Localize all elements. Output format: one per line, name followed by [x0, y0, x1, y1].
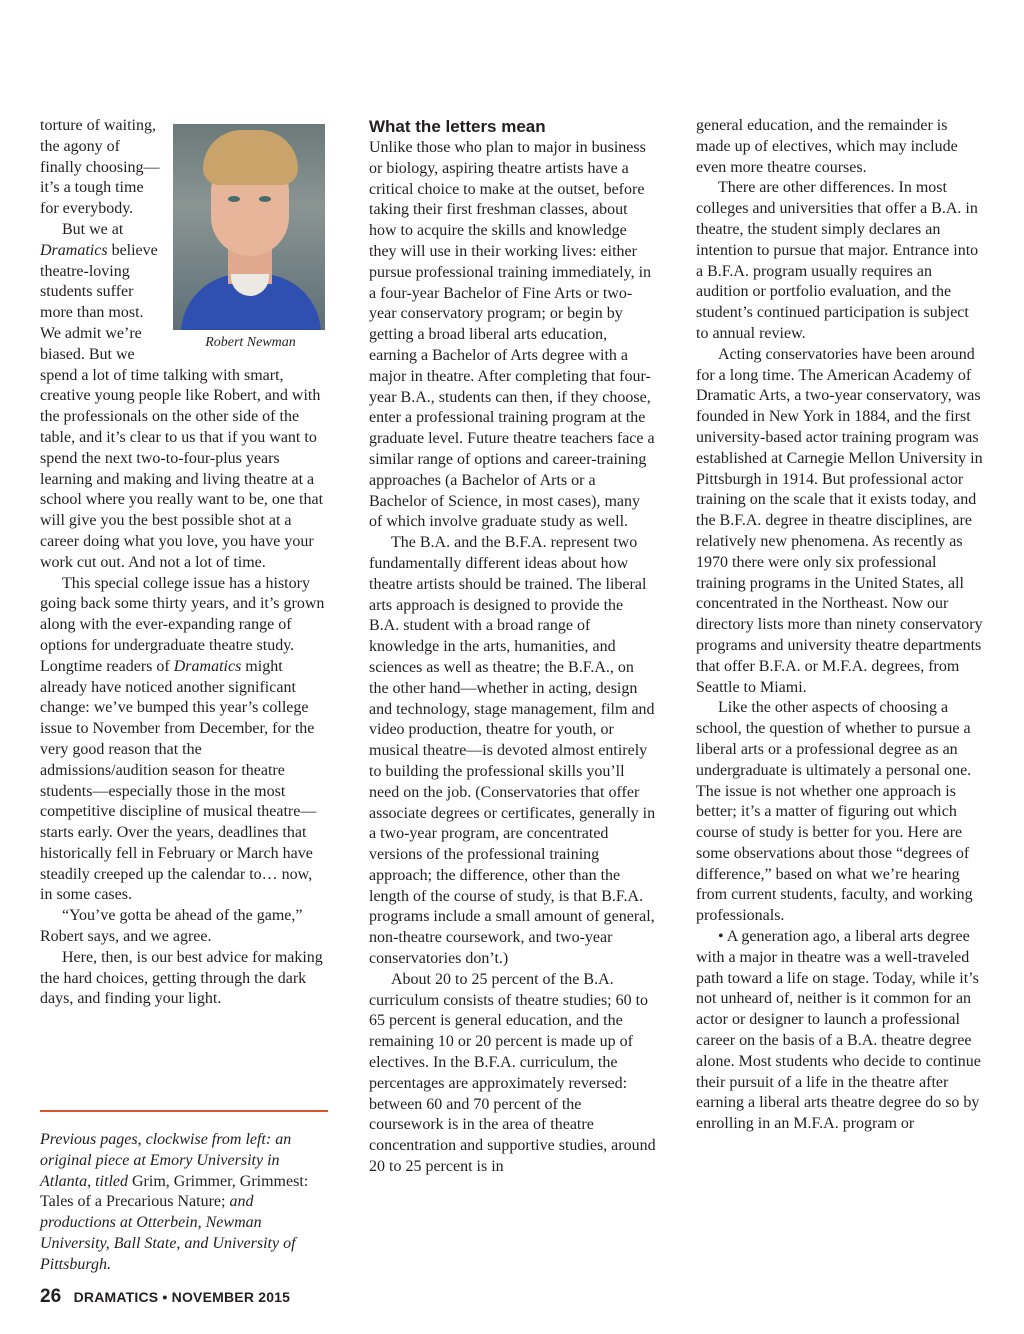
paragraph: general education, and the remainder is made up of electives, which may include even more theatre courses.: [696, 117, 958, 176]
column-2: [369, 116, 657, 1178]
photo-caption: Robert Newman: [205, 335, 296, 350]
paragraph: Acting conservatories have been around for a long time. The American Academy of Dramatic Arts, a two-year conservatory, was founded in New York in 1884, and the first university-based actor training program was established at Carnegie Mellon University in Pittsburgh in 1914. But professional actor training on the scale that it exists today, and the B.F.A. degree in theatre disciplines, are relatively new phenomena. As recently as 1970 there were only six professional training programs in the United States, all concentrated in the Northeast. Now our directory lists more than ninety conservatory programs and university theatre departments that offer B.F.A. or M.F.A. degrees, from Seattle to Miami.: [696, 345, 983, 696]
bullet-paragraph: • A generation ago, a liberal arts degree with a major in theatre was a well-traveled path toward a life on stage. Today, while it’s not unheard of, neither is it common for an actor or designer to launch a professional career on the basis of a B.A. theatre degree alone. Most students who decide to continue their pursuit of a life in the theatre after earning a liberal arts theatre degree do so by enrolling in an M.F.A. program or: [696, 928, 981, 1133]
column-1: [40, 116, 328, 1010]
paragraph: But we at Dramatics believe theatre-loving students suffer more than most. We admit we’re biased. But we spend a lot of time talking with smart, creative young people like Robert, and with the professionals on the other side of the table, and it’s clear to us that if you want to spend the next two-to-four-plus years learning and making and living theatre at a school where you really want to be, one that will give you the best possible shot at a career doing what you love, you have your work cut out. And not a lot of time.: [40, 220, 324, 571]
previous-pages-caption: Previous pages, clockwise from left: an original piece at Emory University in Atlanta, titled Grim, Grimmer, Grimmest: Tales of a Precarious Nature; and productions at Otterbein, Newman University, Ball State, and University of Pittsburgh.: [40, 1131, 309, 1273]
portrait-figure: [173, 124, 328, 352]
paragraph: There are other differences. In most colleges and universities that offer a B.A. in theatre, the student simply declares an intention to pursue that major. Entrance into a B.F.A. program usually requires an audition or portfolio evaluation, and the student’s continued participation is subject to annual review.: [696, 179, 979, 342]
paragraph: Like the other aspects of choosing a school, the question of whether to pursue a liberal arts or a professional degree as an undergraduate is ultimately a personal one. The issue is not whether one approach is better; it’s a matter of figuring out which course of study is better for you. Here are some observations about those “degrees of difference,” based on what we’re hearing from current students, faculty, and working professionals.: [696, 699, 973, 925]
paragraph: Here, then, is our best advice for making the hard choices, getting through the dark days, and finding your light.: [40, 948, 323, 1008]
page-number: 26: [40, 1286, 62, 1307]
paragraph: torture of waiting, the agony of finally choosing—it’s a tough time for everybody.: [40, 117, 160, 218]
divider-rule: [40, 1110, 328, 1112]
paragraph: Unlike those who plan to major in business or biology, aspiring theatre artists have a critical choice to make at the outset, before taking their first freshman classes, about how to acquire the skills and knowledge they will use in their working lives: either pursue professional training immediately, in a four-year Bachelor of Fine Arts or two-year conservatory program; or begin by getting a broad liberal arts education, earning a Bachelor of Arts degree with a major in theatre. After completing that four-year B.A., students can then, if they choose, enter a professional training program at the graduate level. Future theatre teachers face a similar range of options and career-training approaches (a Bachelor of Arts or a Bachelor of Science, in most cases), many of which involve graduate study as well.: [369, 139, 655, 531]
portrait-photo: [173, 124, 325, 330]
paragraph: About 20 to 25 percent of the B.A. curriculum consists of theatre studies; 60 to 65 percent is general education, and the remaining 10 or 20 percent is made up of electives. In the B.F.A. curriculum, the percentages are approximately reversed: between 60 and 70 percent of the coursework is in the area of theatre concentration and supportive studies, around 20 to 25 percent is in: [369, 970, 656, 1176]
paragraph: This special college issue has a history going back some thirty years, and it’s grown along with the ever-expanding range of options for undergraduate theatre study. Longtime readers of Dramatics might already have noticed another significant change: we’ve bumped this year’s college issue to November from December, for the very good reason that the admissions/audition season for theatre students—especially those in the most competitive discipline of musical theatre—starts early. Over the years, deadlines that historically fell in February or March have steadily creeped up the calendar to… now, in some cases.: [40, 574, 325, 904]
column-3: [696, 116, 984, 1135]
section-heading: What the letters mean: [369, 117, 546, 136]
magazine-issue: DRAMATICS • NOVEMBER 2015: [73, 1289, 291, 1305]
page-footer: [40, 1286, 290, 1308]
paragraph: The B.A. and the B.F.A. represent two fundamentally different ideas about how theatre artists should be trained. The liberal arts approach is designed to provide the B.A. student with a broad range of knowledge in the arts, humanities, and sciences as well as theatre; the B.F.A., on the other hand—whether in acting, design and technology, stage management, film and video production, theatre for youth, or musical theatre—is devoted almost entirely to building the professional skills you’ll need on the job. (Conservatories that offer associate degrees or certificates, generally in a two-year program, are concentrated versions of the professional training approach; the difference, other than the length of the course of study, is that B.F.A. programs include a small amount of general, non-theatre coursework, and two-year conservatories don’t.): [369, 534, 656, 968]
paragraph: “You’ve gotta be ahead of the game,” Robert says, and we agree.: [40, 907, 303, 946]
